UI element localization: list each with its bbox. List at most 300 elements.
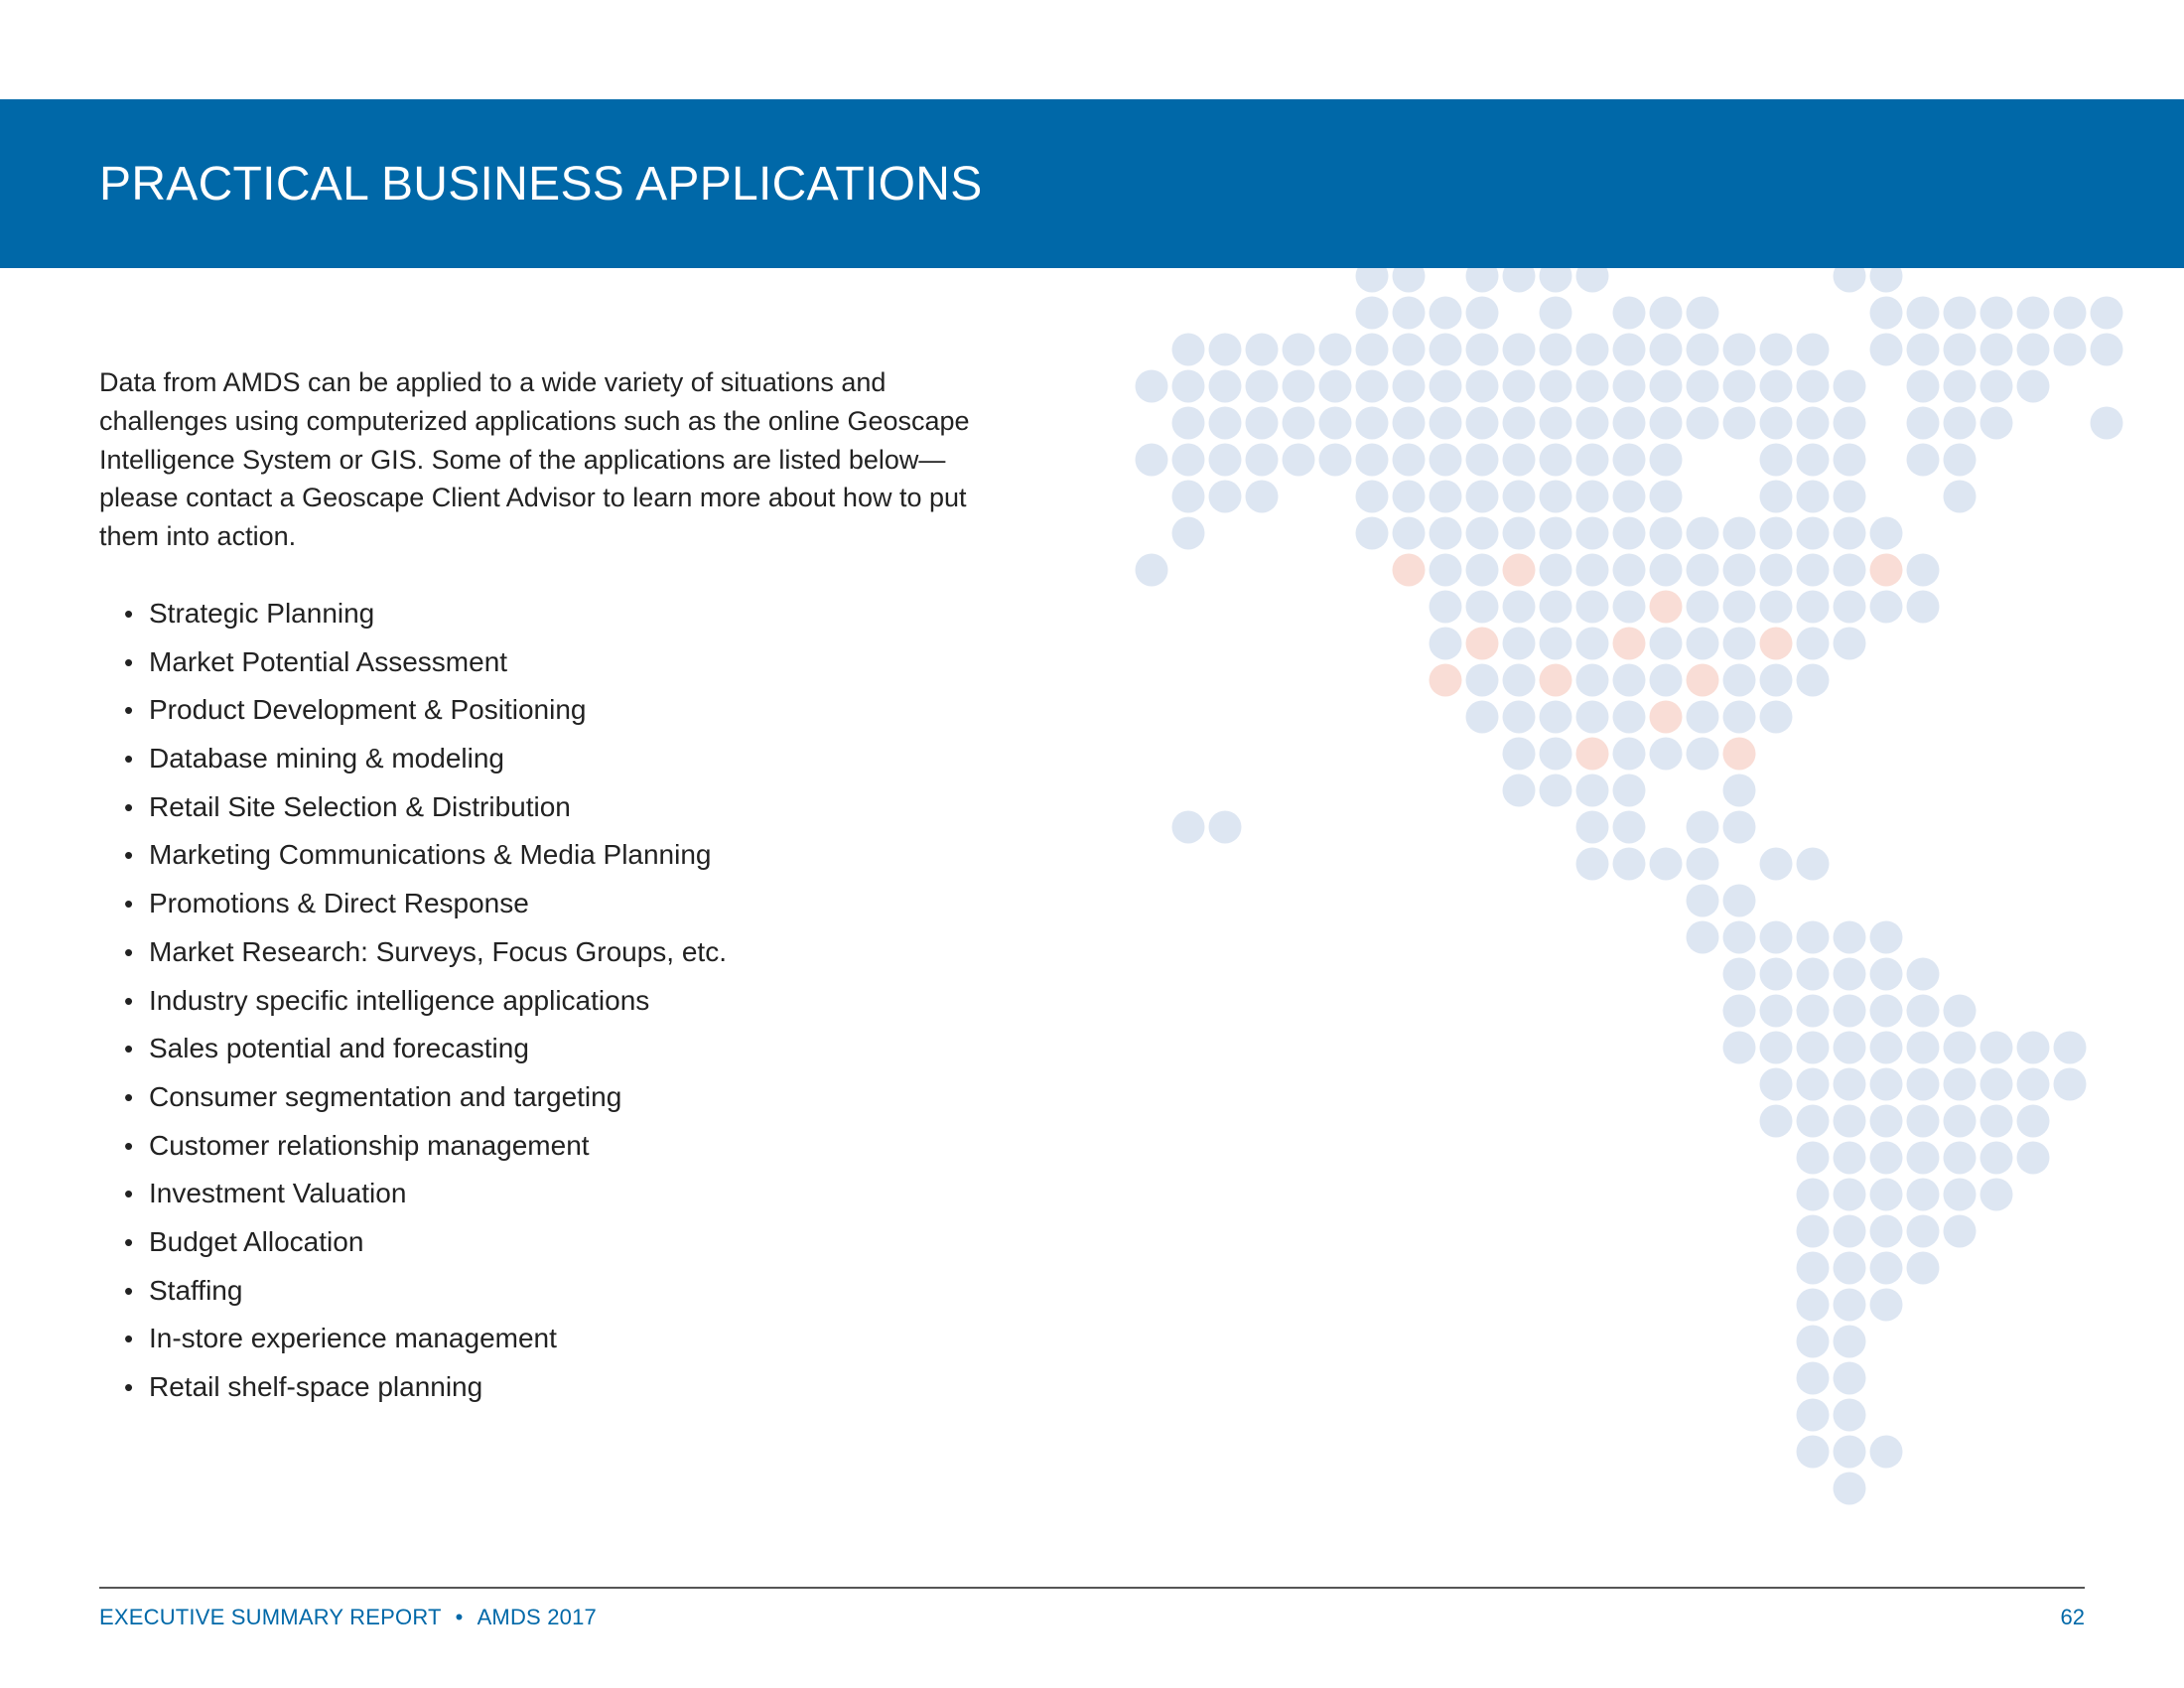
- map-dot: [1760, 664, 1793, 697]
- map-dot: [1834, 554, 1866, 587]
- map-dot: [1650, 848, 1683, 881]
- map-dot: [1834, 1362, 1866, 1395]
- map-dot: [1172, 334, 1205, 366]
- map-dot: [1944, 297, 1977, 330]
- map-dot: [1576, 334, 1609, 366]
- bullet-icon: •: [124, 936, 134, 967]
- map-dot: [1834, 407, 1866, 440]
- map-dot-highlight: [1687, 664, 1719, 697]
- map-dot: [1870, 268, 1903, 293]
- map-dot: [1356, 517, 1389, 550]
- map-dot: [1834, 481, 1866, 513]
- map-dot: [1576, 407, 1609, 440]
- map-dot: [1650, 628, 1683, 660]
- map-dot: [2017, 1105, 2050, 1138]
- dot-world-map-graphic: [1092, 268, 2184, 1529]
- map-dot: [1797, 554, 1830, 587]
- map-dot: [1613, 554, 1646, 587]
- bullet-icon: •: [124, 1372, 134, 1402]
- map-dot: [1356, 268, 1389, 293]
- map-dot: [1797, 848, 1830, 881]
- map-dot: [1907, 591, 1940, 624]
- map-dot: [1797, 1142, 1830, 1175]
- map-dot: [1576, 481, 1609, 513]
- map-dot: [1870, 958, 1903, 991]
- bullet-icon: •: [124, 1324, 134, 1354]
- map-dot: [1613, 664, 1646, 697]
- map-dot: [1576, 554, 1609, 587]
- map-dot: [1723, 774, 1756, 807]
- list-item-label: Product Development & Positioning: [149, 694, 587, 726]
- map-dot: [1723, 554, 1756, 587]
- list-item: [124, 1025, 727, 1073]
- map-dot: [2054, 1068, 2087, 1101]
- map-dot: [1797, 1252, 1830, 1285]
- map-dot: [1393, 297, 1426, 330]
- map-dot: [1650, 554, 1683, 587]
- map-dot: [1797, 628, 1830, 660]
- map-dot: [1723, 517, 1756, 550]
- map-dot: [1760, 958, 1793, 991]
- map-dot: [1209, 334, 1242, 366]
- map-dot: [1246, 370, 1279, 403]
- map-dot: [1540, 628, 1572, 660]
- map-dot: [1870, 995, 1903, 1028]
- map-dot: [1430, 297, 1462, 330]
- map-dot: [2017, 297, 2050, 330]
- map-dot: [1797, 370, 1830, 403]
- map-dot: [1944, 995, 1977, 1028]
- map-dot: [1687, 738, 1719, 771]
- map-dot: [2054, 334, 2087, 366]
- map-dot: [1907, 554, 1940, 587]
- map-dot: [1650, 517, 1683, 550]
- map-dot: [1503, 407, 1536, 440]
- map-dot: [1613, 297, 1646, 330]
- map-dot: [1540, 517, 1572, 550]
- map-dot: [1540, 591, 1572, 624]
- map-dot: [1576, 591, 1609, 624]
- map-dot: [1687, 407, 1719, 440]
- bullet-icon: •: [124, 1179, 134, 1209]
- list-item: [124, 928, 727, 977]
- map-dot: [1576, 848, 1609, 881]
- map-dot: [1834, 1473, 1866, 1505]
- map-dot: [1834, 1179, 1866, 1211]
- list-item-label: Retail shelf-space planning: [149, 1371, 483, 1402]
- map-dot: [1650, 664, 1683, 697]
- map-dot: [1870, 1289, 1903, 1322]
- map-dot: [1613, 701, 1646, 734]
- map-dot: [1723, 334, 1756, 366]
- map-dot: [2054, 297, 2087, 330]
- map-dot: [1503, 444, 1536, 477]
- map-dot: [1503, 591, 1536, 624]
- map-dot: [1760, 1068, 1793, 1101]
- map-dot: [1430, 628, 1462, 660]
- map-dot: [1870, 1068, 1903, 1101]
- map-dot: [1834, 1289, 1866, 1322]
- map-dot: [1576, 444, 1609, 477]
- map-dot: [1613, 774, 1646, 807]
- map-dot: [1356, 370, 1389, 403]
- map-dot: [1907, 370, 1940, 403]
- dot-world-map: [1092, 268, 2184, 1529]
- map-dot: [1797, 1068, 1830, 1101]
- map-dot: [1540, 554, 1572, 587]
- map-dot: [1503, 738, 1536, 771]
- map-dot: [1870, 1105, 1903, 1138]
- list-item: [124, 1122, 727, 1171]
- map-dot: [1687, 848, 1719, 881]
- map-dot: [1834, 1326, 1866, 1358]
- map-dot: [1576, 517, 1609, 550]
- map-dot: [1613, 334, 1646, 366]
- map-dot: [1209, 481, 1242, 513]
- map-dot: [1797, 958, 1830, 991]
- map-dot: [1503, 664, 1536, 697]
- map-dot: [1760, 1105, 1793, 1138]
- map-dot: [1613, 738, 1646, 771]
- map-dot: [1430, 481, 1462, 513]
- map-dot: [1870, 921, 1903, 954]
- map-dot: [1723, 407, 1756, 440]
- map-dot: [1907, 407, 1940, 440]
- map-dot: [1797, 1326, 1830, 1358]
- map-dot-highlight: [1650, 591, 1683, 624]
- list-item-label: Customer relationship management: [149, 1129, 590, 1161]
- map-dot: [1870, 1215, 1903, 1248]
- map-dot: [1980, 1105, 2013, 1138]
- map-dot: [1834, 1068, 1866, 1101]
- map-dot: [1650, 407, 1683, 440]
- map-dot: [1687, 811, 1719, 844]
- map-dot: [1393, 370, 1426, 403]
- map-dot: [1797, 664, 1830, 697]
- map-dot: [1540, 268, 1572, 293]
- bullet-icon: •: [124, 1034, 134, 1064]
- map-dot: [1760, 1032, 1793, 1064]
- map-dot: [1466, 591, 1499, 624]
- map-dot: [1687, 701, 1719, 734]
- map-dot: [2017, 1032, 2050, 1064]
- map-dot: [1797, 481, 1830, 513]
- map-dot: [1466, 370, 1499, 403]
- map-dot: [1466, 268, 1499, 293]
- map-dot: [1907, 1179, 1940, 1211]
- map-dot: [1576, 268, 1609, 293]
- map-dot: [1466, 517, 1499, 550]
- map-dot: [1834, 1399, 1866, 1432]
- map-dot: [1797, 921, 1830, 954]
- map-dot: [1576, 774, 1609, 807]
- footer-edition: AMDS 2017: [477, 1605, 597, 1629]
- map-dot: [1687, 554, 1719, 587]
- map-dot: [1246, 334, 1279, 366]
- map-dot: [1576, 628, 1609, 660]
- map-dot: [1723, 885, 1756, 917]
- map-dot: [2017, 1068, 2050, 1101]
- bullet-icon: •: [124, 744, 134, 774]
- map-dot: [2017, 1142, 2050, 1175]
- map-dot: [1209, 811, 1242, 844]
- map-dot: [1466, 444, 1499, 477]
- map-dot: [1576, 664, 1609, 697]
- footer-report-label: [99, 1605, 597, 1630]
- bullet-icon: •: [124, 985, 134, 1016]
- map-dot: [1466, 334, 1499, 366]
- map-dot: [1466, 554, 1499, 587]
- map-dot: [1907, 444, 1940, 477]
- bullet-icon: •: [124, 840, 134, 871]
- map-dot-highlight: [1723, 738, 1756, 771]
- map-dot: [1172, 444, 1205, 477]
- map-dot: [1907, 995, 1940, 1028]
- map-dot: [1356, 407, 1389, 440]
- list-item-label: Budget Allocation: [149, 1225, 364, 1257]
- bullet-icon: •: [124, 889, 134, 919]
- bullet-icon: •: [124, 646, 134, 677]
- map-dot: [1723, 921, 1756, 954]
- list-item-label: Market Potential Assessment: [149, 645, 508, 677]
- map-dot: [1907, 297, 1940, 330]
- map-dot: [1356, 334, 1389, 366]
- map-dot: [1650, 444, 1683, 477]
- footer-rule: [99, 1587, 2085, 1589]
- map-dot: [1760, 407, 1793, 440]
- map-dot: [1613, 444, 1646, 477]
- list-item: [124, 783, 727, 832]
- map-dot: [1723, 628, 1756, 660]
- map-dot: [1687, 921, 1719, 954]
- list-item: [124, 831, 727, 880]
- map-dot: [1944, 444, 1977, 477]
- list-item: [124, 1170, 727, 1218]
- map-dot: [1980, 297, 2013, 330]
- map-dot: [1283, 407, 1315, 440]
- map-dot: [1576, 811, 1609, 844]
- map-dot: [1319, 444, 1352, 477]
- list-item: [124, 1218, 727, 1267]
- map-dot: [1723, 995, 1756, 1028]
- map-dot: [1246, 407, 1279, 440]
- map-dot: [1944, 1032, 1977, 1064]
- map-dot: [1430, 334, 1462, 366]
- map-dot: [1760, 444, 1793, 477]
- map-dot: [1687, 334, 1719, 366]
- applications-list: [124, 590, 727, 1412]
- map-dot: [1797, 1032, 1830, 1064]
- list-item-label: Investment Valuation: [149, 1178, 407, 1209]
- list-item-label: Retail Site Selection & Distribution: [149, 790, 571, 822]
- map-dot: [1503, 774, 1536, 807]
- map-dot: [1944, 370, 1977, 403]
- map-dot: [1356, 481, 1389, 513]
- list-item: [124, 977, 727, 1026]
- map-dot: [1834, 958, 1866, 991]
- map-dot: [1136, 370, 1168, 403]
- map-dot: [1540, 738, 1572, 771]
- map-dot: [1944, 1215, 1977, 1248]
- map-dot: [1576, 370, 1609, 403]
- map-dot: [1466, 701, 1499, 734]
- map-dot: [1136, 554, 1168, 587]
- map-dot: [1393, 444, 1426, 477]
- map-dot: [1503, 334, 1536, 366]
- map-dot: [1613, 591, 1646, 624]
- map-dot: [1466, 407, 1499, 440]
- map-dot: [1540, 774, 1572, 807]
- map-dot: [1834, 995, 1866, 1028]
- map-dot: [1540, 701, 1572, 734]
- map-dot: [1430, 444, 1462, 477]
- map-dot: [1760, 334, 1793, 366]
- map-dot: [1834, 1215, 1866, 1248]
- map-dot: [1430, 370, 1462, 403]
- list-item: [124, 1315, 727, 1363]
- map-dot: [1319, 407, 1352, 440]
- map-dot: [1760, 591, 1793, 624]
- map-dot: [1870, 1179, 1903, 1211]
- map-dot-highlight: [1503, 554, 1536, 587]
- map-dot: [1907, 334, 1940, 366]
- map-dot: [1797, 1362, 1830, 1395]
- map-dot: [1723, 664, 1756, 697]
- map-dot: [1980, 1032, 2013, 1064]
- map-dot: [1944, 1105, 1977, 1138]
- map-dot: [1356, 297, 1389, 330]
- map-dot: [1834, 628, 1866, 660]
- map-dot: [1870, 591, 1903, 624]
- map-dot: [1650, 297, 1683, 330]
- map-dot: [1540, 334, 1572, 366]
- map-dot: [1650, 481, 1683, 513]
- map-dot-highlight: [1430, 664, 1462, 697]
- map-dot: [1723, 370, 1756, 403]
- map-dot: [1944, 334, 1977, 366]
- map-dot: [1797, 1215, 1830, 1248]
- map-dot: [1613, 370, 1646, 403]
- map-dot: [1466, 297, 1499, 330]
- footer-report-name: EXECUTIVE SUMMARY REPORT: [99, 1605, 442, 1629]
- map-dot: [1687, 297, 1719, 330]
- map-dot-highlight: [1466, 628, 1499, 660]
- map-dot: [1980, 334, 2013, 366]
- map-dot: [1172, 481, 1205, 513]
- list-item-label: Sales potential and forecasting: [149, 1033, 529, 1064]
- page-number: 62: [2060, 1605, 2085, 1629]
- map-dot: [1907, 1252, 1940, 1285]
- map-dot: [1834, 921, 1866, 954]
- map-dot: [1870, 1436, 1903, 1469]
- bullet-icon: •: [124, 791, 134, 822]
- map-dot: [1834, 1142, 1866, 1175]
- map-dot: [1980, 370, 2013, 403]
- map-dot: [2017, 370, 2050, 403]
- map-dot: [1466, 481, 1499, 513]
- map-dot: [1760, 995, 1793, 1028]
- map-dot: [1503, 701, 1536, 734]
- intro-paragraph: Data from AMDS can be applied to a wide variety of situations and challenges using computerized applications such as the online Geoscape Intelligence System or GIS. Some of the applications are listed below—please contact a Geoscape Client Advisor to learn more about how to put them into action.: [99, 367, 970, 552]
- map-dot-highlight: [1870, 554, 1903, 587]
- map-dot: [1319, 334, 1352, 366]
- map-dot: [1393, 481, 1426, 513]
- list-item: [124, 590, 727, 638]
- map-dot: [1687, 885, 1719, 917]
- map-dot: [1834, 268, 1866, 293]
- list-item: [124, 735, 727, 783]
- map-dot: [1834, 1105, 1866, 1138]
- map-dot: [1430, 554, 1462, 587]
- map-dot: [1797, 1399, 1830, 1432]
- map-dot: [1980, 1142, 2013, 1175]
- map-dot-highlight: [1650, 701, 1683, 734]
- map-dot: [1760, 848, 1793, 881]
- map-dot: [1209, 370, 1242, 403]
- map-dot: [1870, 334, 1903, 366]
- list-item: [124, 1073, 727, 1122]
- map-dot: [2091, 297, 2123, 330]
- map-dot: [1540, 407, 1572, 440]
- map-dot: [1797, 1289, 1830, 1322]
- map-dot: [1834, 591, 1866, 624]
- map-dot: [1760, 481, 1793, 513]
- map-dot: [1393, 334, 1426, 366]
- footer-separator: •: [455, 1605, 464, 1629]
- map-dot: [1466, 664, 1499, 697]
- map-dot-highlight: [1576, 738, 1609, 771]
- map-dot: [1834, 1436, 1866, 1469]
- map-dot: [1503, 628, 1536, 660]
- map-dot: [1760, 370, 1793, 403]
- map-dot: [1760, 921, 1793, 954]
- map-dot: [1797, 334, 1830, 366]
- map-dot: [1283, 334, 1315, 366]
- bullet-icon: •: [124, 1275, 134, 1306]
- list-item-label: Database mining & modeling: [149, 743, 504, 774]
- map-dot: [1944, 1179, 1977, 1211]
- map-dot: [1172, 407, 1205, 440]
- map-dot: [2017, 334, 2050, 366]
- map-dot: [1136, 444, 1168, 477]
- map-dot: [1503, 517, 1536, 550]
- list-item: [124, 1363, 727, 1412]
- map-dot: [1723, 701, 1756, 734]
- list-item-label: Consumer segmentation and targeting: [149, 1080, 622, 1112]
- map-dot: [1834, 1252, 1866, 1285]
- map-dot: [1283, 370, 1315, 403]
- map-dot: [1687, 591, 1719, 624]
- map-dot: [1797, 1105, 1830, 1138]
- map-dot: [1944, 481, 1977, 513]
- map-dot: [1723, 958, 1756, 991]
- map-dot: [1430, 407, 1462, 440]
- map-dot: [1209, 407, 1242, 440]
- map-dot: [1687, 517, 1719, 550]
- map-dot: [1172, 811, 1205, 844]
- map-dot: [1907, 1142, 1940, 1175]
- map-dot: [1540, 481, 1572, 513]
- list-item: [124, 686, 727, 735]
- map-dot: [1283, 444, 1315, 477]
- map-dot: [1760, 517, 1793, 550]
- map-dot: [1503, 370, 1536, 403]
- map-dot: [1797, 995, 1830, 1028]
- bullet-icon: •: [124, 1081, 134, 1112]
- map-dot-highlight: [1393, 554, 1426, 587]
- map-dot: [1870, 1252, 1903, 1285]
- map-dot: [1760, 554, 1793, 587]
